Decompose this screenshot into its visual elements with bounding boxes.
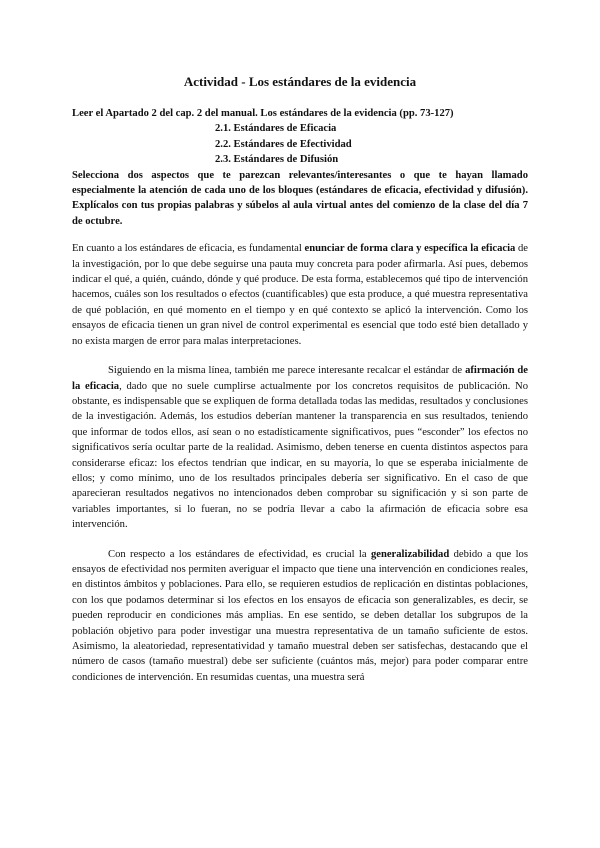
paragraph-highlight: enunciar de forma clara y específica la eficacia bbox=[304, 243, 516, 255]
paragraph-efectividad bbox=[72, 547, 528, 686]
paragraph-text: En cuanto a los estándares de eficacia, es fundamental bbox=[72, 243, 305, 255]
instructions-item-eficacia: 2.1. Estándares de Eficacia bbox=[215, 123, 337, 135]
paragraph-text: debido a que los ensayos de efectividad nos permiten averiguar el impacto que tiene una intervención en condiciones reales, en distintos ámbitos y poblaciones. Para ello, se requieren estudios de replicación en distintas poblaciones, con los que podamos determinar si los efectos en los ensayos de eficacia son generalizables, es decir, se pueden reproducir en condiciones más amplias. En ese sentido, se deben detallar los subgrupos de la población objetivo para poder investigar una muestra representativa de un tamaño suficiente de estos. Asimismo, la aleatoriedad, representatividad y tamaño muestral deben ser satisfechas, destacando que el número de casos (tamaño muestral) debe ser suficiente (cuántos más, mejor) para poder comparar entre condiciones de intervención. En resumidas cuentas, una muestra será bbox=[72, 548, 528, 683]
paragraph-text: Con respecto a los estándares de efectividad, es crucial la bbox=[108, 548, 371, 560]
paragraph-text: Siguiendo en la misma línea, también me parece interesante recalcar el estándar de bbox=[108, 365, 466, 377]
paragraph-eficacia bbox=[72, 241, 528, 349]
paragraph-text: , dado que no suele cumplirse actualmente por los concretos requisitos de publicación. No obstante, es indispensable que se expliquen de forma detallada todas las medidas, resultados y conclusiones de la investigación. Además, los estudios deberían mantener la transparencia en sus resultados, teniendo que informar de todos ellos, así sean o no estadísticamente significativos, pues “esconder” los efectos no significativos sería ocultar parte de la realidad. Asimismo, deben tenerse en cuenta distintos aspectos para considerarse eficaz: los efectos tendrían que indicar, en su mayoría, lo que se esperaba inicialmente de ellos; y como mínimo, uno de los resultados principales debería ser significativo. En el caso de que aparecieran resultados negativos no intencionados deben comprobar su significación y si son parte de variables importantes, si lo fueran, no se podría llevar a cabo la afirmación de eficacia sobre esa intervención. bbox=[72, 380, 528, 531]
paragraph-highlight: afirmación de la eficacia bbox=[72, 365, 528, 392]
document-title: Actividad - Los estándares de la evidencia bbox=[183, 74, 417, 89]
paragraph-afirmacion bbox=[72, 363, 528, 532]
paragraph-highlight: generalizabilidad bbox=[370, 548, 450, 560]
paragraph-text: de la investigación, por lo que debe seguirse una pauta muy concreta para poder afirmarla. Así pues, debemos indicar el qué, a quién, cuándo, dónde y qué produce. De esta forma, establecemos qué tipo de intervención hacemos, cuáles son los resultados o efectos (cuantificables) que esta produce, a qué muestra representativa de qué población, en qué momento en el tiempo y en qué contexto se aplicó la intervención. Como los ensayos de eficacia tienen un gran nivel de control experimental es esencial que todo esté bien detallado y no exista margen de error para malas interpretaciones. bbox=[72, 243, 528, 347]
document-page bbox=[72, 70, 528, 685]
instructions-task: Selecciona dos aspectos que te parezcan relevantes/interesantes o que te hayan llamado especialmente la atención de cada uno de los bloques (estándares de eficacia, efectividad y difusión). Explícalos con tus propias palabras y súbelos al aula virtual antes del comienzo de la clase del día 7 de octubre. bbox=[72, 169, 528, 227]
instructions-block bbox=[72, 106, 528, 229]
instructions-reading: Leer el Apartado 2 del cap. 2 del manual. Los estándares de la evidencia (pp. 73-127) bbox=[72, 108, 454, 119]
instructions-item-difusion: 2.3. Estándares de Difusión bbox=[215, 154, 339, 166]
instructions-item-efectividad: 2.2. Estándares de Efectividad bbox=[215, 138, 352, 150]
